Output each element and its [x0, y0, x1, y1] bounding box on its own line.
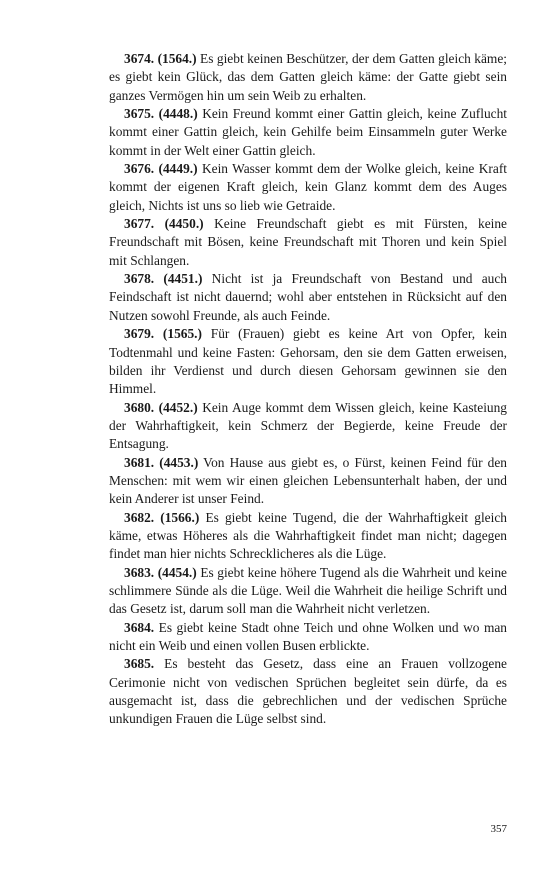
- text-block: [109, 50, 507, 729]
- entry-number: 3683. (4454.): [124, 564, 197, 580]
- entry-3675: [109, 105, 507, 160]
- entry-text: Keine Freundschaft giebt es mit Fürsten, keine Freundschaft mit Bösen, keine Freundschaft mit Thoren und kein Spiel mit Schlangen.: [109, 216, 507, 268]
- entry-3678: [109, 270, 507, 325]
- entry-number: 3682. (1566.): [124, 509, 200, 525]
- entry-3682: [109, 509, 507, 564]
- entry-number: 3677. (4450.): [124, 216, 204, 232]
- entry-number: 3675. (4448.): [124, 106, 198, 122]
- entry-number: 3678. (4451.): [124, 271, 203, 287]
- entry-text: Es giebt keine Tugend, die der Wahrhaftigkeit gleich käme, etwas Höheres als die Wahrhaftigkeit findet man nicht; dagegen findet man hier nichts Schrecklicheres als die Lüge.: [109, 509, 507, 562]
- entry-text: Kein Freund kommt einer Gattin gleich, keine Zuflucht kommt einer Gattin gleich, kein Gehilfe beim Einsammeln guter Werke kommt in der Welt einer Gattin gleich.: [109, 106, 508, 158]
- entry-text: Es giebt keine Stadt ohne Teich und ohne Wolken und wo man nicht ein Weib und einen vollen Busen erblickte.: [109, 619, 507, 653]
- entry-text: Kein Wasser kommt dem der Wolke gleich, keine Kraft kommt der eigenen Kraft gleich, kein Glanz kommt dem des Auges gleich, Nichts ist uns so lieb wie Getraide.: [109, 161, 507, 213]
- entry-number: 3680. (4452.): [124, 399, 198, 415]
- entry-3685: [109, 655, 507, 728]
- entry-text: Es giebt keinen Beschützer, der dem Gatten gleich käme; es giebt kein Glück, das dem Gatten gleich käme: der Gatte giebt sein ganzes Vermögen hin um sein Weib zu erhalten.: [109, 51, 507, 103]
- entry-3681: [109, 454, 507, 509]
- entry-number: 3679. (1565.): [124, 326, 202, 342]
- entry-3676: [109, 160, 507, 215]
- entry-text: Kein Auge kommt dem Wissen gleich, keine Kasteiung der Wahrhaftigkeit, kein Schmerz der Begierde, keine Freude der Entsagung.: [109, 399, 507, 452]
- entry-number: 3681. (4453.): [124, 454, 199, 470]
- entry-3679: [109, 325, 507, 398]
- entry-number: 3674. (1564.): [124, 51, 197, 66]
- entry-3677: [109, 215, 507, 270]
- entry-number: 3676. (4449.): [124, 161, 198, 177]
- entry-number: 3685.: [124, 656, 155, 672]
- entry-text: Von Hause aus giebt es, o Fürst, keinen Feind für den Menschen: mit wem wir einen gleichen Lebensunterhalt haben, der und kein Anderer ist unser Feind.: [109, 454, 507, 507]
- entry-3680: [109, 399, 507, 454]
- entry-text: Es giebt keine höhere Tugend als die Wahrheit und keine schlimmere Sünde als die Lüge. Weil die Wahrheit die heilige Schrift und das Gesetz ist, darum soll man die Wahrheit nicht verletzen.: [109, 564, 507, 617]
- entry-3684: [109, 619, 507, 656]
- entry-text: Nicht ist ja Freundschaft von Bestand und auch Feindschaft ist nicht dauernd; wohl aber entstehen in Rücksicht auf den Nutzen sowohl Freunde, als auch Feinde.: [109, 271, 507, 323]
- page-number: 357: [490, 823, 507, 835]
- entry-text: Es besteht das Gesetz, dass eine an Frauen vollzogene Cerimonie nicht von vedischen Sprüchen begleitet sein dürfe, da es ausgemacht ist, dass die gebrechlichen und der vedischen Sprüche unkundigen Frauen die Lüge selbst sind.: [109, 656, 507, 727]
- entry-text: Für (Frauen) giebt es keine Art von Opfer, kein Todtenmahl und keine Fasten: Gehorsam, den sie dem Gatten erweisen, bilden ihr Verdienst und durch diesen Gehorsam gewinnen sie den Himmel.: [109, 326, 507, 397]
- entry-number: 3684.: [124, 619, 155, 635]
- entry-3674: [109, 50, 507, 105]
- entry-3683: [109, 564, 507, 619]
